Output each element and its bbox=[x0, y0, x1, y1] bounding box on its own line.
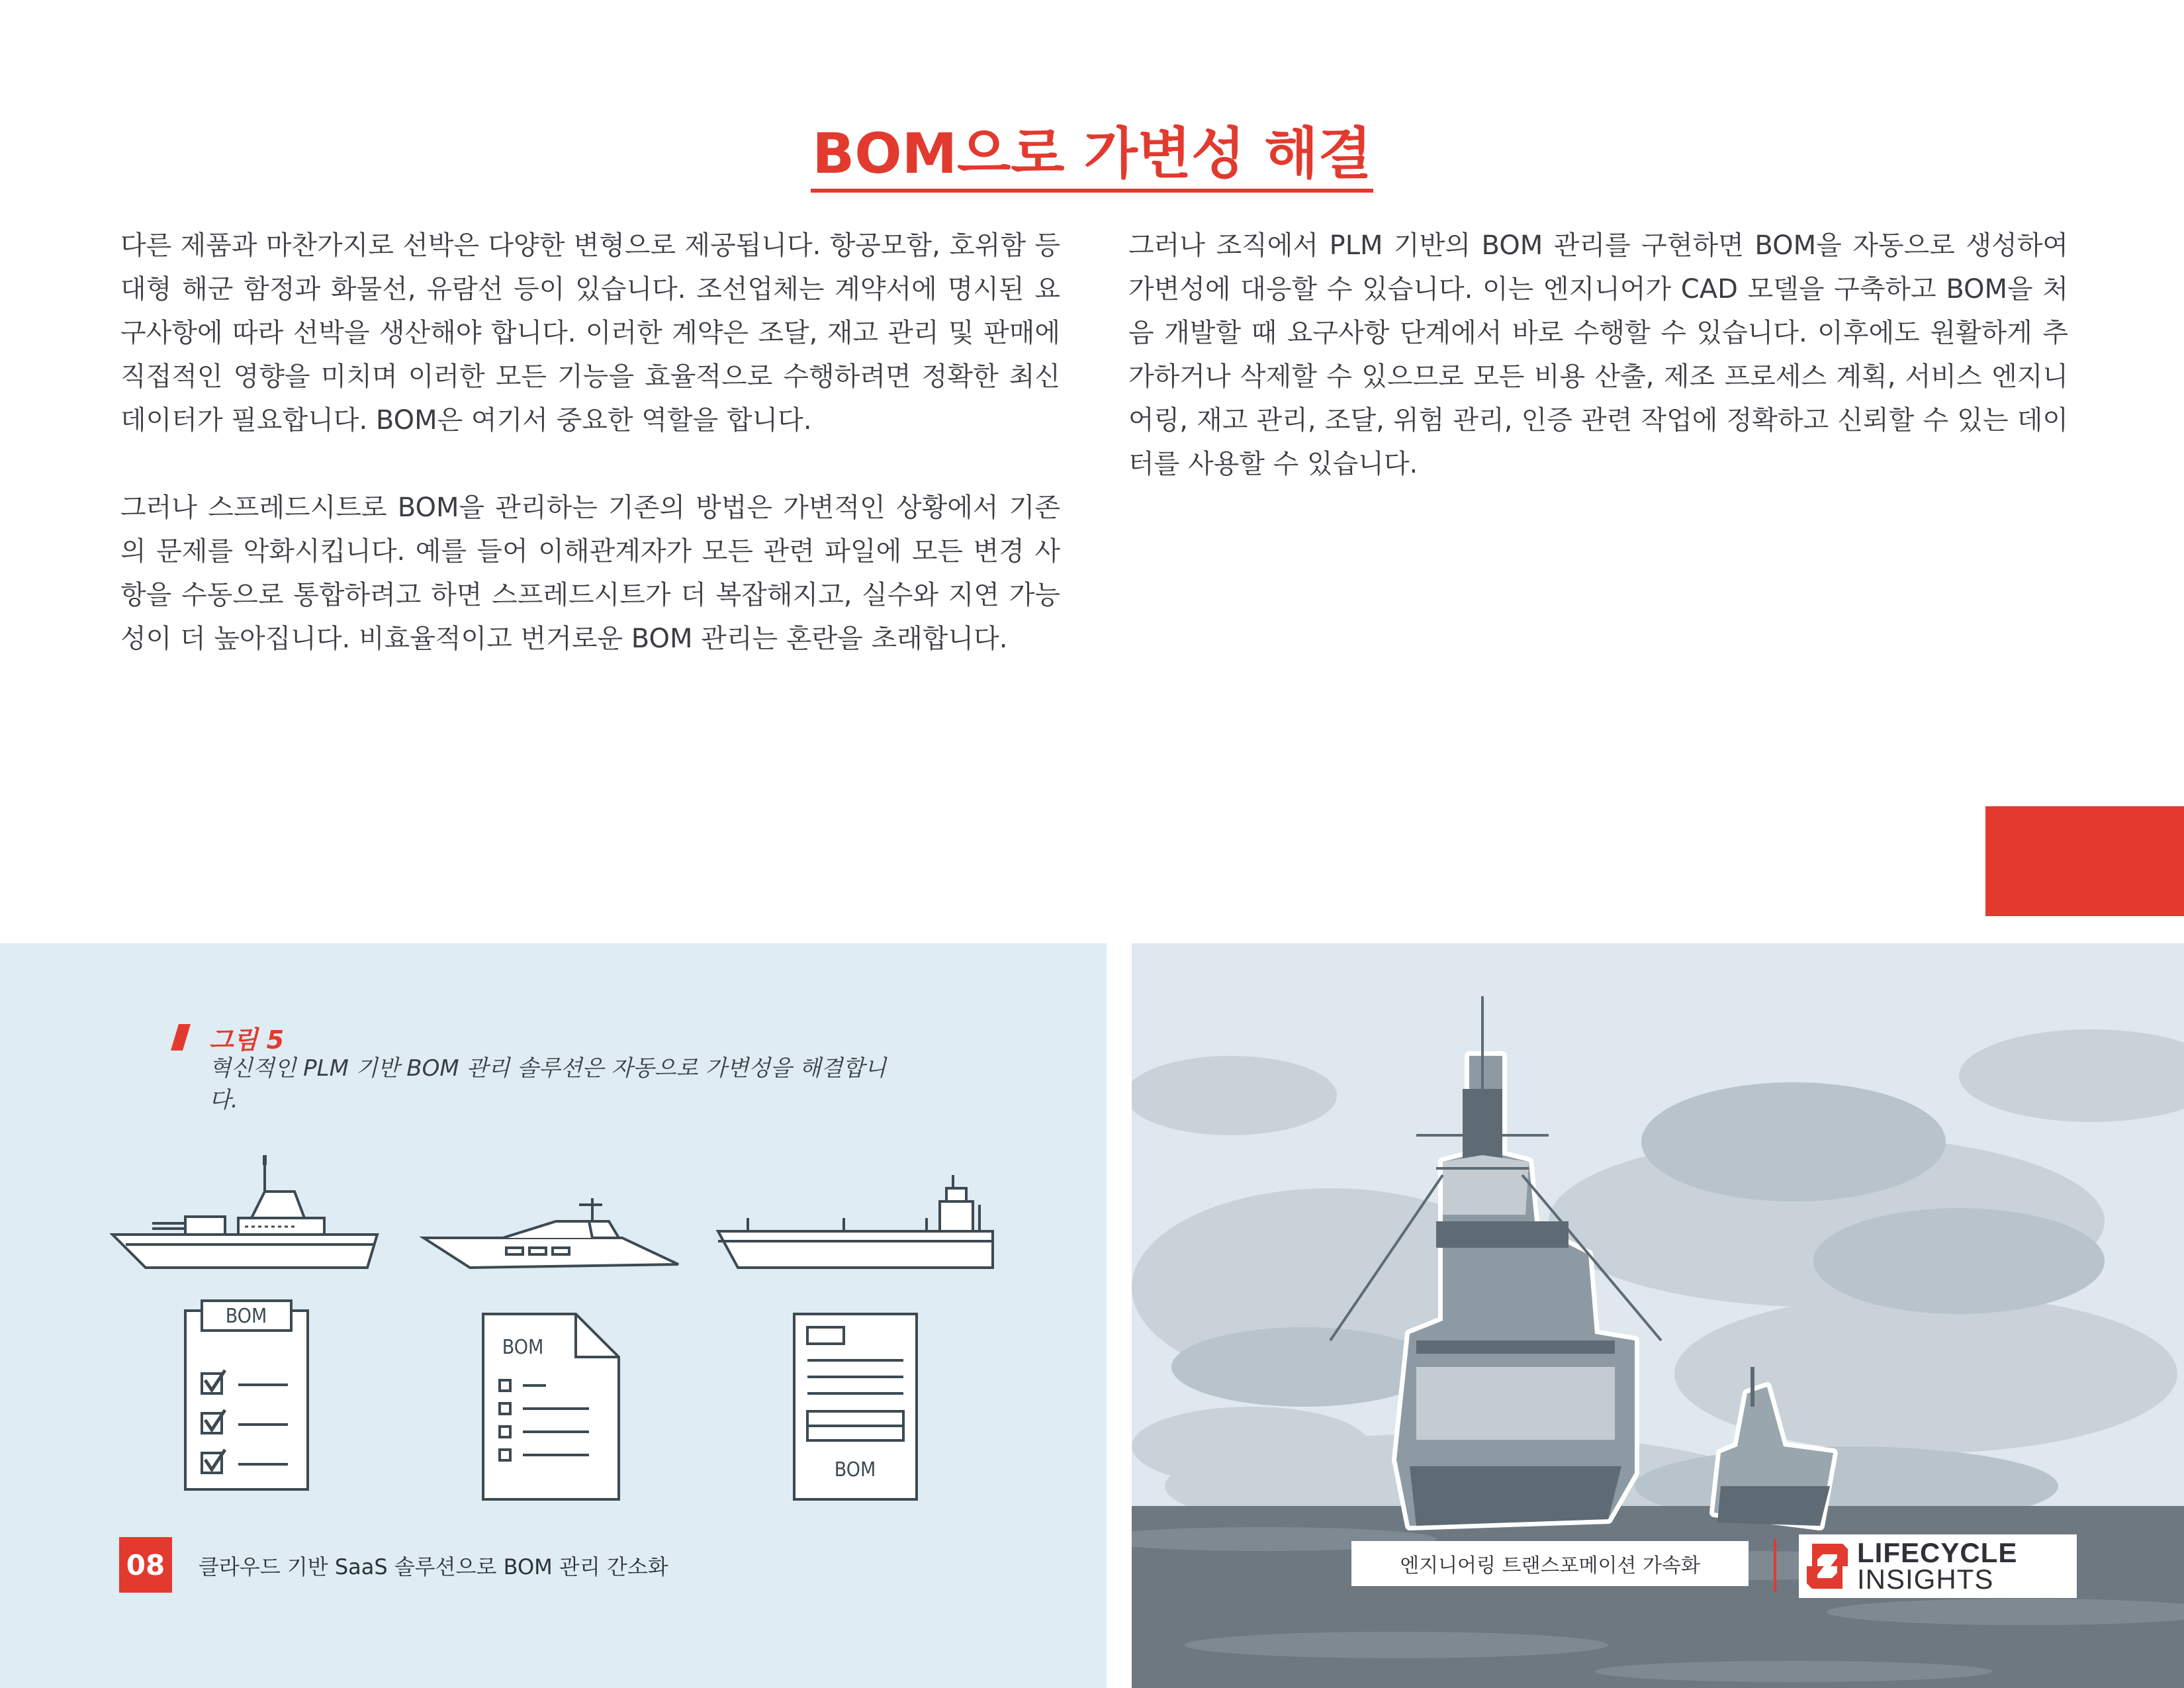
figure-caption: 혁신적인 PLM 기반 BOM 관리 솔루션은 자동으로 가변성을 해결합니다. bbox=[209, 1055, 886, 1113]
logo-divider bbox=[1774, 1539, 1776, 1592]
right-text-column bbox=[1128, 224, 2068, 530]
ship-bom-illustration bbox=[99, 1152, 1026, 1509]
page-title bbox=[0, 109, 2184, 189]
bom-label: BOM bbox=[834, 1458, 876, 1481]
checklist-bom-icon bbox=[185, 1301, 308, 1489]
footer-title: 클라우드 기반 SaaS 솔루션으로 BOM 관리 간소화 bbox=[199, 1554, 668, 1579]
figure-marker-icon bbox=[171, 1024, 191, 1051]
logo-line2: INSIGHTS bbox=[1857, 1564, 1994, 1595]
logo-line1: LIFECYCLE bbox=[1857, 1537, 2018, 1568]
left-text-column bbox=[120, 224, 1060, 704]
paragraph: 그러나 스프레드시트로 BOM을 관리하는 기존의 방법은 가변적인 상황에서 기존의 문제를 악화시킵니다. 예를 들어 이해관계자가 모든 관련 파일에 모든 변경 사항을 수동으로 통합하려고 하면 스프레드시트가 더 복잡해지고, 실수와 지연 가능성이 더 높아집니다. 비효율적이고 번거로운 BOM 관리는 혼란을 초래합니다. bbox=[120, 492, 1060, 654]
lifecycle-insights-logo bbox=[1799, 1534, 2077, 1598]
bom-label: BOM bbox=[502, 1336, 544, 1359]
warship-icon bbox=[113, 1155, 377, 1268]
bom-label: BOM bbox=[225, 1305, 267, 1328]
paragraph: 다른 제품과 마찬가지로 선박은 다양한 변형으로 제공됩니다. 항공모함, 호위함 등 대형 해군 함정과 화물선, 유람선 등이 있습니다. 조선업체는 계약서에 명시된 요구사항에 따라 선박을 생산해야 합니다. 이러한 계약은 조달, 재고 관리 및 판매에 직접적인 영향을 미치며 이러한 모든 기능을 효율적으로 수행하려면 정확한 최신 데이터가 필요합니다. BOM은 여기서 중요한 역할을 합니다. bbox=[120, 230, 1060, 436]
page-number: 08 bbox=[119, 1537, 172, 1593]
logo-mark-icon bbox=[1803, 1540, 1852, 1593]
page-title-text: BOM으로 가변성 해결 bbox=[811, 121, 1373, 193]
cargo-ship-icon bbox=[718, 1175, 993, 1268]
paragraph: 그러나 조직에서 PLM 기반의 BOM 관리를 구현하면 BOM을 자동으로 생성하여 가변성에 대응할 수 있습니다. 이는 엔지니어가 CAD 모델을 구축하고 BOM을 처음 개발할 때 요구사항 단계에서 바로 수행할 수 있습니다. 이후에도 원활하게 추가하거나 삭제할 수 있으므로 모든 비용 산출, 제조 프로세스 계획, 서비스 엔지니어링, 재고 관리, 조달, 위험 관리, 인증 관련 작업에 정확하고 신뢰할 수 있는 데이터를 사용할 수 있습니다. bbox=[1128, 230, 2068, 479]
accent-block bbox=[1985, 806, 2184, 916]
figure-label: 그림 5 bbox=[209, 1025, 285, 1055]
document-bom-icon bbox=[483, 1314, 619, 1499]
yacht-icon bbox=[424, 1198, 678, 1268]
spec-bom-icon bbox=[794, 1314, 917, 1499]
footer-tagline: 엔지니어링 트랜스포메이션 가속화 bbox=[1351, 1541, 1749, 1586]
